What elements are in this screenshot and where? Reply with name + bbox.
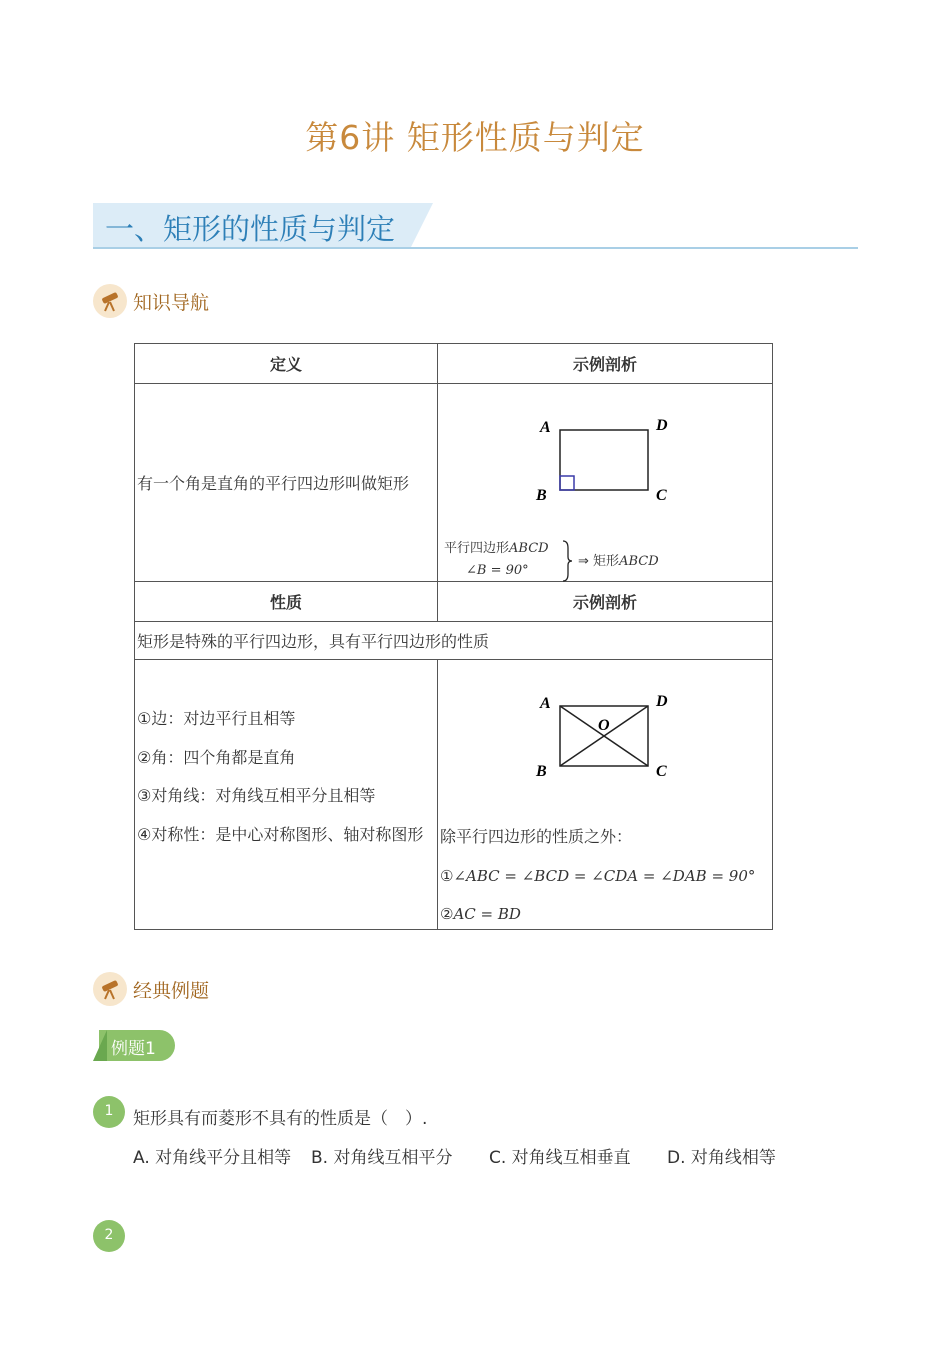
- cond-result-math: ABCD: [619, 554, 659, 569]
- fig2-label-o: O: [598, 717, 610, 734]
- example-tag: [93, 1030, 175, 1061]
- telescope-icon: [93, 284, 127, 318]
- question-1-badge: 1: [93, 1096, 125, 1128]
- section-heading-bar: [93, 203, 858, 249]
- extra-1-math: ∠ABC = ∠BCD = ∠CDA = ∠DAB = 90°: [453, 866, 756, 885]
- fig2-label-c: C: [656, 763, 667, 780]
- question-1-option-a[interactable]: A. 对角线平分且相等: [133, 1148, 292, 1168]
- fig2-label-a: A: [540, 695, 551, 712]
- property-angles: ②角：四个角都是直角: [137, 747, 296, 767]
- examples-text: 经典例题: [133, 980, 210, 1002]
- extra-2-math: AC = BD: [453, 905, 521, 923]
- cond-result-text: 矩形: [593, 554, 620, 569]
- figure-1-cell: [438, 384, 773, 582]
- knowledge-table: [134, 343, 773, 930]
- property-symmetry: ④对称性：是中心对称图形、轴对称图形: [137, 824, 424, 844]
- cond-line1-math: ABCD: [509, 541, 549, 556]
- extra-1-num: ①: [440, 866, 454, 885]
- fig1-label-d: D: [656, 417, 668, 434]
- property-diagonals: ③对角线：对角线互相平分且相等: [137, 786, 376, 805]
- header-property: 性质: [135, 582, 438, 622]
- implies-arrow: ⇒: [578, 554, 589, 569]
- question-1-option-b[interactable]: B. 对角线互相平分: [311, 1148, 453, 1168]
- header-example-2: 示例剖析: [438, 582, 773, 622]
- question-1-option-d[interactable]: D. 对角线相等: [667, 1148, 776, 1168]
- header-example-1: 示例剖析: [438, 344, 773, 384]
- condition-result: [578, 550, 659, 569]
- condition-block: [444, 538, 549, 582]
- extra-intro: 除平行四边形的性质之外：: [440, 827, 633, 846]
- definition-text: 有一个角是直角的平行四边形叫做矩形: [135, 384, 438, 582]
- property-sides: ①边：对边平行且相等: [137, 709, 296, 728]
- rectangle-diagonals-figure: [440, 660, 770, 780]
- fig1-label-a: A: [540, 419, 551, 436]
- example-tag-text: 例题1: [111, 1039, 156, 1059]
- knowledge-nav-text: 知识导航: [133, 292, 210, 314]
- section-heading: 一、矩形的性质与判定: [105, 212, 396, 246]
- extra-properties: [440, 818, 755, 934]
- question-1-option-c[interactable]: C. 对角线互相垂直: [489, 1148, 631, 1168]
- fig2-label-b: B: [536, 763, 547, 780]
- header-definition: 定义: [135, 344, 438, 384]
- telescope-icon: [93, 972, 127, 1006]
- page-title: 第6讲 矩形性质与判定: [305, 118, 645, 157]
- extra-2-num: ②: [440, 905, 454, 923]
- fig2-label-d: D: [656, 693, 668, 710]
- parallelogram-note: 矩形是特殊的平行四边形，具有平行四边形的性质: [135, 622, 773, 660]
- brace-icon: [560, 540, 574, 582]
- fig1-label-b: B: [536, 487, 547, 504]
- figure-2-cell: [438, 660, 773, 930]
- properties-cell: [135, 660, 438, 930]
- cond-line2-math: ∠B = 90°: [466, 563, 529, 578]
- question-2-badge: 2: [93, 1220, 125, 1252]
- question-1-text: 矩形具有而菱形不具有的性质是（ ）.: [133, 1109, 428, 1129]
- cond-line1-text: 平行四边形: [444, 541, 510, 556]
- fig1-label-c: C: [656, 487, 667, 504]
